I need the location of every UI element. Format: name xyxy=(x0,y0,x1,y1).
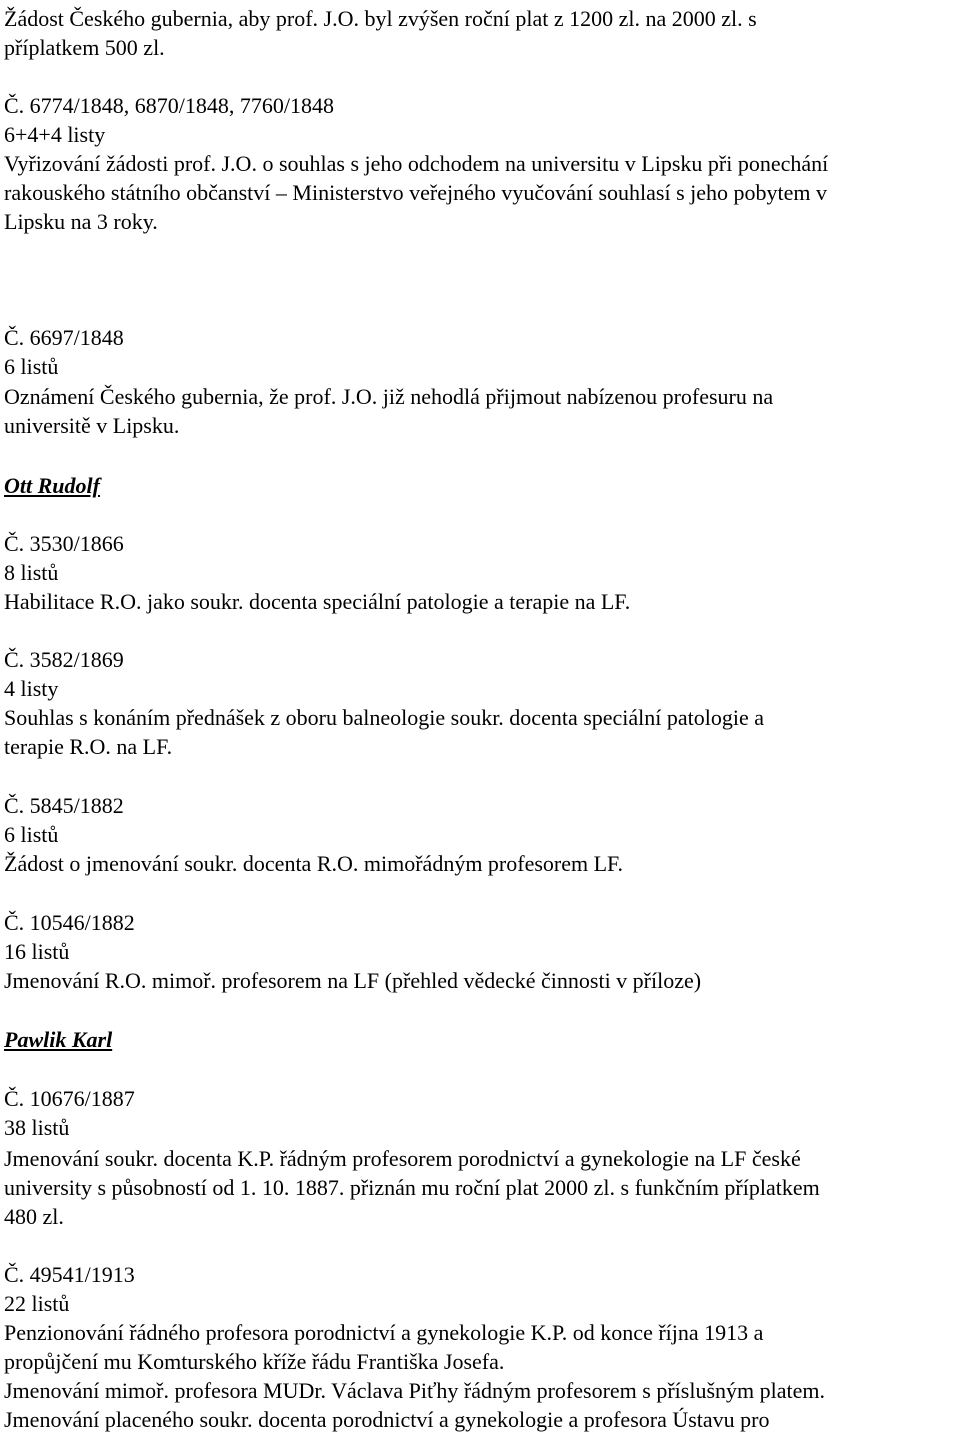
text-line: Vyřizování žádosti prof. J.O. o souhlas s jeho odchodem na universitu v Lipsku při ponechání xyxy=(4,151,829,176)
text-line: Habilitace R.O. jako soukr. docenta speciální patologie a terapie na LF. xyxy=(4,589,631,614)
text-line: příplatkem 500 zl. xyxy=(4,35,165,60)
sheet-count: 6+4+4 listy xyxy=(4,122,106,147)
sheet-count: 16 listů xyxy=(4,939,70,964)
record-number: Č. 5845/1882 xyxy=(4,793,124,818)
text-line: Jmenování soukr. docenta K.P. řádným profesorem porodnictví a gynekologie na LF české xyxy=(4,1146,801,1171)
text-line: universitě v Lipsku. xyxy=(4,413,180,438)
text-line: Žádost o jmenování soukr. docenta R.O. mimořádným profesorem LF. xyxy=(4,851,624,876)
record-number: Č. 49541/1913 xyxy=(4,1262,135,1287)
sheet-count: 38 listů xyxy=(4,1115,70,1140)
record-number: Č. 10676/1887 xyxy=(4,1086,135,1111)
sheet-count: 8 listů xyxy=(4,560,59,585)
record-number: Č. 6774/1848, 6870/1848, 7760/1848 xyxy=(4,93,335,118)
text-line: Penzionování řádného profesora porodnictví a gynekologie K.P. od konce října 1913 a xyxy=(4,1320,764,1345)
record-number: Č. 10546/1882 xyxy=(4,910,135,935)
text-line: Souhlas s konáním přednášek z oboru balneologie soukr. docenta speciální patologie a xyxy=(4,705,765,730)
record-number: Č. 3530/1866 xyxy=(4,531,124,556)
sheet-count: 4 listy xyxy=(4,676,59,701)
text-line: Oznámení Českého gubernia, že prof. J.O. již nehodlá přijmout nabízenou profesuru na xyxy=(4,384,774,409)
text-line: propůjčení mu Komturského kříže řádu Františka Josefa. xyxy=(4,1349,505,1374)
sheet-count: 6 listů xyxy=(4,822,59,847)
record-number: Č. 6697/1848 xyxy=(4,325,124,350)
text-line: Jmenování placeného soukr. docenta porodnictví a gynekologie a profesora Ústavu pro xyxy=(4,1407,770,1432)
text-line: 480 zl. xyxy=(4,1204,64,1229)
text-line: terapie R.O. na LF. xyxy=(4,734,173,759)
text-line: Žádost Českého gubernia, aby prof. J.O. byl zvýšen roční plat z 1200 zl. na 2000 zl. s xyxy=(4,6,757,31)
text-line: rakouského státního občanství – Ministerstvo veřejného vyučování souhlasí s jeho pobytem v xyxy=(4,180,828,205)
text-line: university s působností od 1. 10. 1887. přiznán mu roční plat 2000 zl. s funkčním příplatkem xyxy=(4,1175,820,1200)
section-heading-ott-rudolf: Ott Rudolf xyxy=(4,473,100,498)
record-number: Č. 3582/1869 xyxy=(4,647,124,672)
text-line: Jmenování R.O. mimoř. profesorem na LF (přehled vědecké činnosti v příloze) xyxy=(4,968,702,993)
text-line: Jmenování mimoř. profesora MUDr. Václava Piťhy řádným profesorem s příslušným platem. xyxy=(4,1378,826,1403)
section-heading-pawlik-karl: Pawlik Karl xyxy=(4,1027,113,1052)
sheet-count: 22 listů xyxy=(4,1291,70,1316)
sheet-count: 6 listů xyxy=(4,354,59,379)
text-line: Lipsku na 3 roky. xyxy=(4,209,158,234)
